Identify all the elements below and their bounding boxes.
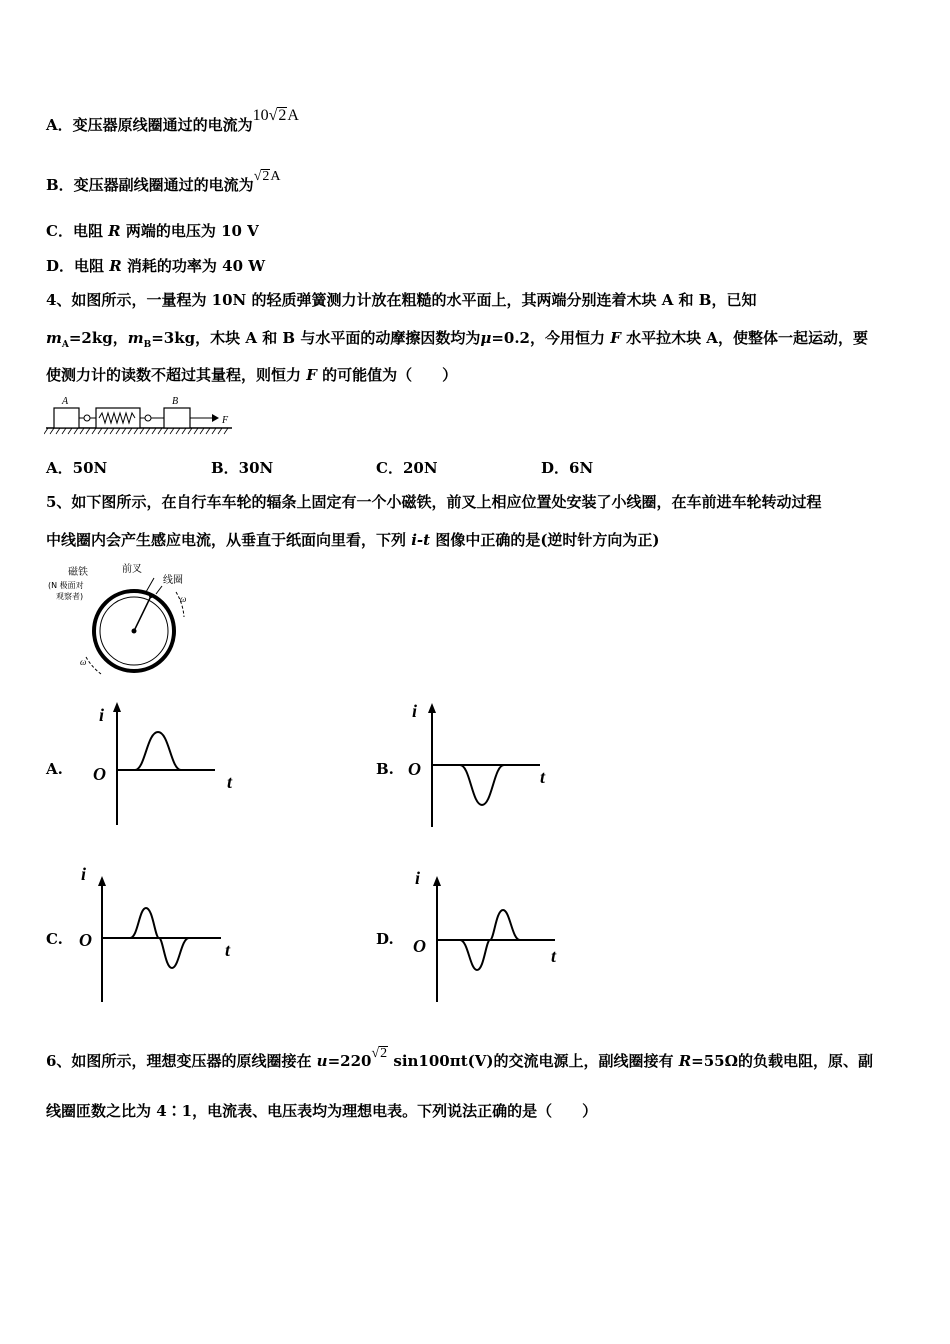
q5-graph-b [400,695,560,830]
q5-graph-c [75,860,245,1005]
graph-d-i-label: i [415,868,421,888]
q4-option-c: C．20N [376,459,438,477]
block-b [164,408,190,428]
q4-line-1: 4、如图所示，一量程为 10N 的轻质弹簧测力计放在粗糙的水平面上，其两端分别连着木块 A 和 B，已知 [46,291,757,309]
block-a [54,408,79,428]
q6-line-2: 线圈匝数之比为 4∶1，电流表、电压表均为理想电表。下列说法正确的是（ ） [46,1102,598,1120]
q5-graph-d [405,860,575,1005]
omega-label-right: ω [180,594,187,604]
q6-line-1: 6、如图所示，理想变压器的原线圈接在 u=220√2 sin100πt(V)的交流电源上，副线圈接有 R=55Ω的负载电阻，原、副 [46,1046,873,1070]
graph-a-t-label: t [227,772,233,792]
q4-option-a: A．50N [46,459,108,477]
graph-c-origin-label: O [79,930,92,950]
graph-b-origin-label: O [408,759,421,779]
graph-c-i-label: i [81,864,87,884]
magnet-note-2: 观察者) [56,592,84,601]
magnet [149,594,153,598]
q4-option-b: B．30N [211,459,274,477]
q5-option-d-label: D. [376,930,394,948]
q5-wheel-figure [46,562,196,682]
q3-option-a [46,107,299,135]
graph-b-curve [460,765,504,805]
magnet-label: 磁铁 [68,567,88,578]
omega-label-left: ω [80,657,87,667]
graph-b-i-label: i [412,701,418,721]
option-a-text: A．变压器原线圈通过的电流为 [46,116,253,134]
q4-line-2: $m_A=2kg$，$m_B=3kg$，木块 A 和 B 与水平面的动摩擦因数均为μ=0.2，今用恒力 F 水平拉木块 A，使整体一起运动，要 [46,329,868,350]
graph-d-t-label: t [551,946,557,966]
option-b-text: B．变压器副线圈通过的电流为 [46,176,254,194]
block-b-label: B [172,396,179,407]
q4-line-3: 使测力计的读数不超过其量程，则恒力 F 的可能值为（ ） [46,366,458,384]
q3-option-c: C．电阻 R 两端的电压为 10 V [46,222,259,240]
graph-c-t-label: t [225,940,231,960]
graph-a-origin-label: O [93,764,106,784]
block-a-label: A [62,396,69,407]
q5-option-c-label: C. [46,930,63,948]
q3-option-d: D．电阻 R 消耗的功率为 40 W [46,257,266,275]
graph-b-t-label: t [540,767,546,787]
q5-option-a-label: A. [46,760,63,778]
q4-spring-figure [44,394,236,436]
q5-line-1: 5、如下图所示，在自行车车轮的辐条上固定有一个小磁铁，前叉上相应位置处安装了小线圈，在车前进车轮转动过程 [46,493,822,511]
graph-a-i-label: i [99,705,105,725]
fork-label: 前叉 [122,564,142,575]
magnet-note-1: (N 极面对 [48,581,84,590]
option-b-math: √2A [253,169,281,184]
coil-label: 线圈 [163,575,183,586]
graph-d-origin-label: O [413,936,426,956]
graph-a-curve [135,732,181,770]
option-a-math: 10√2A [252,107,299,124]
spoke [134,596,151,631]
q3-option-b [46,169,281,195]
q4-option-d: D．6N [541,459,594,477]
force-label: F [222,415,229,426]
q5-graph-a [85,700,245,830]
q5-option-b-label: B. [376,760,394,778]
q5-line-2: 中线圈内会产生感应电流，从垂直于纸面向里看，下列 i-t 图像中正确的是(逆时针方向为正) [46,531,660,549]
